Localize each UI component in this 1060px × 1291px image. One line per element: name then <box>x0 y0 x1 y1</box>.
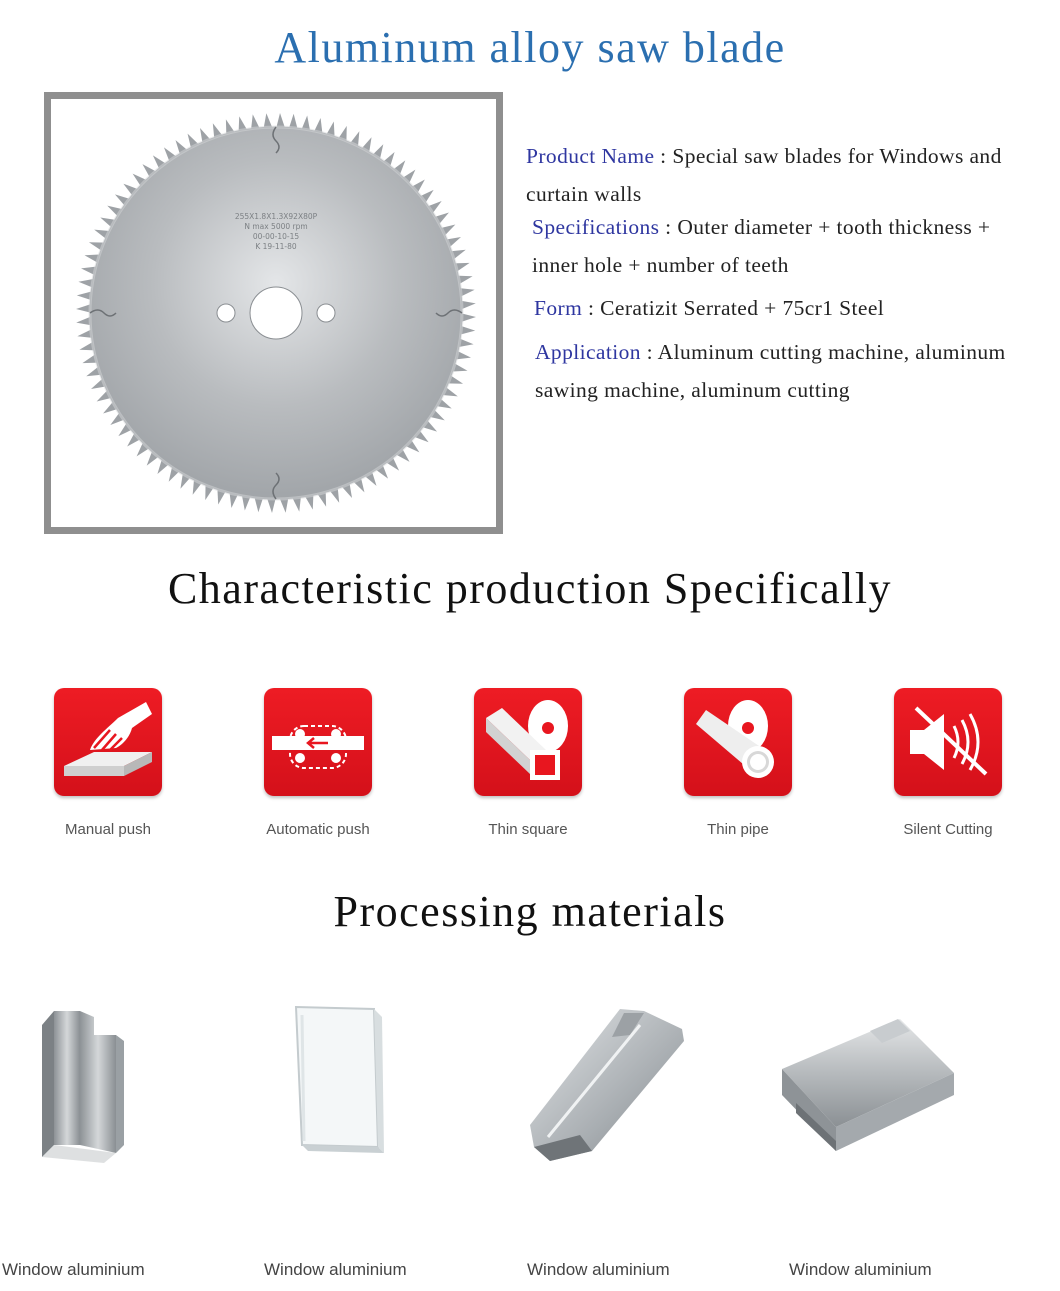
acrylic-block-icon <box>262 995 462 1195</box>
material-image-2 <box>262 995 462 1195</box>
blade-engraving: 255X1.8X1.3X92X80P <box>234 212 318 221</box>
blade-engraving: K 19-11-80 <box>255 242 297 251</box>
spec-label: Specifications <box>532 215 660 239</box>
spec-application <box>535 333 1045 409</box>
material-label-2: Window aluminium <box>264 1260 407 1279</box>
spec-separator: : <box>659 215 678 239</box>
material-label-3: Window aluminium <box>527 1260 670 1279</box>
spec-label: Application <box>535 340 641 364</box>
spec-value: Ceratizit Serrated + 75cr1 Steel <box>600 296 885 320</box>
materials-heading: Processing materials <box>333 887 727 936</box>
spec-form <box>534 289 1044 327</box>
material-image-3 <box>520 995 720 1195</box>
feature-label: Thin square <box>488 821 568 838</box>
spec-specifications <box>532 208 1042 284</box>
spec-product-name <box>526 137 1046 213</box>
muted-speaker-icon <box>894 688 1002 796</box>
product-image-frame <box>44 92 503 534</box>
aluminium-profile-diagonal-icon <box>520 995 720 1195</box>
material-image-4 <box>770 995 970 1195</box>
blade-engraving: 00-00-10-15 <box>252 232 300 241</box>
spec-value: Special saw blades for Windows and curtain walls <box>526 144 1002 206</box>
material-label-4: Window aluminium <box>789 1260 932 1279</box>
thin-square-tube-icon <box>474 688 582 796</box>
aluminium-profile-vertical-icon <box>20 995 220 1195</box>
feature-label: Silent Cutting <box>903 821 993 838</box>
hand-push-icon <box>54 688 162 796</box>
material-label-1: Window aluminium <box>2 1260 145 1279</box>
material-image-1 <box>20 995 220 1195</box>
feature-label: Manual push <box>65 821 151 838</box>
page-title: Aluminum alloy saw blade <box>274 23 786 72</box>
spec-separator: : <box>582 296 601 320</box>
spec-value: Outer diameter + tooth thickness + inner hole + number of teeth <box>532 215 991 277</box>
conveyor-push-icon <box>264 688 372 796</box>
characteristics-heading: Characteristic production Specifically <box>167 564 893 613</box>
feature-label: Thin pipe <box>707 821 769 838</box>
spec-label: Form <box>534 296 583 320</box>
spec-separator: : <box>654 144 673 168</box>
feature-label: Automatic push <box>266 821 370 838</box>
thin-pipe-icon <box>684 688 792 796</box>
spec-separator: : <box>640 340 658 364</box>
saw-blade-image <box>51 99 496 527</box>
blade-engraving: N max 5000 rpm <box>244 222 308 231</box>
spec-value: Aluminum cutting machine, aluminum sawing machine, aluminum cutting <box>535 340 1006 402</box>
aluminium-profile-channel-icon <box>770 995 970 1195</box>
spec-label: Product Name <box>526 144 655 168</box>
